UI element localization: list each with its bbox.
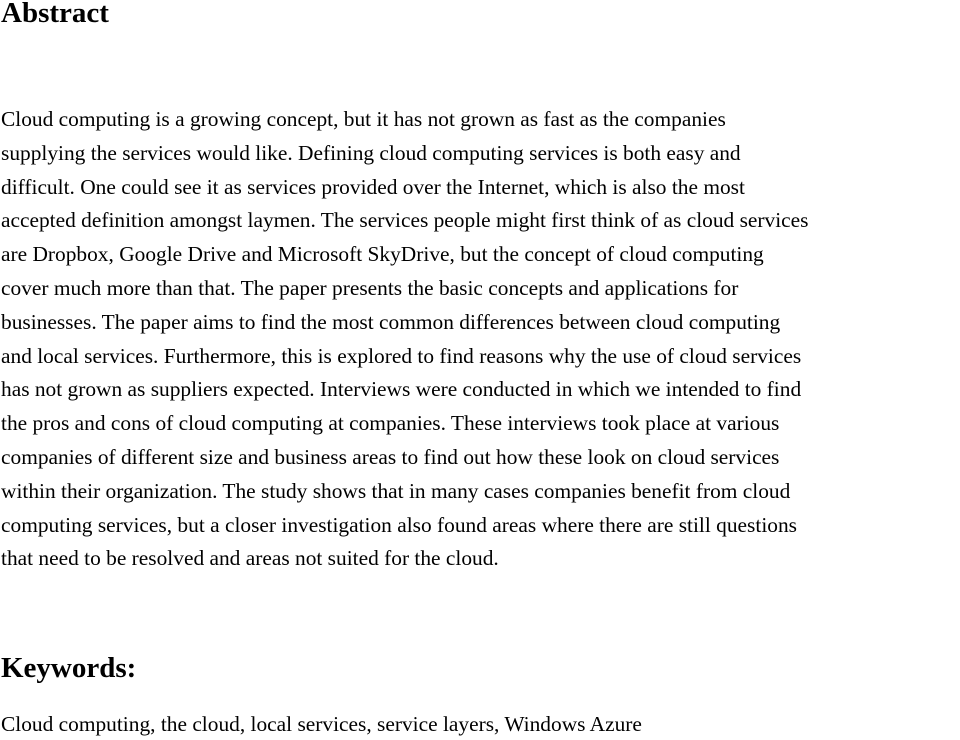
abstract-line: computing services, but a closer investigation also found areas where there are still questions bbox=[1, 512, 797, 537]
abstract-line: difficult. One could see it as services provided over the Internet, which is also the most bbox=[1, 174, 745, 199]
abstract-line: that need to be resolved and areas not suited for the cloud. bbox=[1, 546, 499, 571]
abstract-line: are Dropbox, Google Drive and Microsoft SkyDrive, but the concept of cloud computing bbox=[1, 242, 764, 267]
abstract-line: has not grown as suppliers expected. Interviews were conducted in which we intended to find bbox=[1, 377, 802, 402]
abstract-paragraph bbox=[1, 103, 960, 576]
keywords-heading: Keywords: bbox=[1, 652, 137, 684]
abstract-line: accepted definition amongst laymen. The services people might first think of as cloud services bbox=[1, 208, 809, 233]
abstract-line: businesses. The paper aims to find the most common differences between cloud computing bbox=[1, 309, 781, 334]
abstract-line: and local services. Furthermore, this is explored to find reasons why the use of cloud services bbox=[1, 343, 802, 368]
abstract-heading: Abstract bbox=[1, 0, 109, 29]
abstract-line: supplying the services would like. Defining cloud computing services is both easy and bbox=[1, 140, 741, 165]
abstract-line: the pros and cons of cloud computing at companies. These interviews took place at various bbox=[1, 411, 780, 436]
abstract-line: within their organization. The study shows that in many cases companies benefit from cloud bbox=[1, 478, 791, 503]
keywords-text: Cloud computing, the cloud, local services, service layers, Windows Azure bbox=[1, 712, 642, 736]
abstract-line: Cloud computing is a growing concept, but it has not grown as fast as the companies bbox=[1, 107, 726, 131]
abstract-line: cover much more than that. The paper presents the basic concepts and applications for bbox=[1, 275, 739, 300]
abstract-line: companies of different size and business areas to find out how these look on cloud services bbox=[1, 444, 780, 469]
